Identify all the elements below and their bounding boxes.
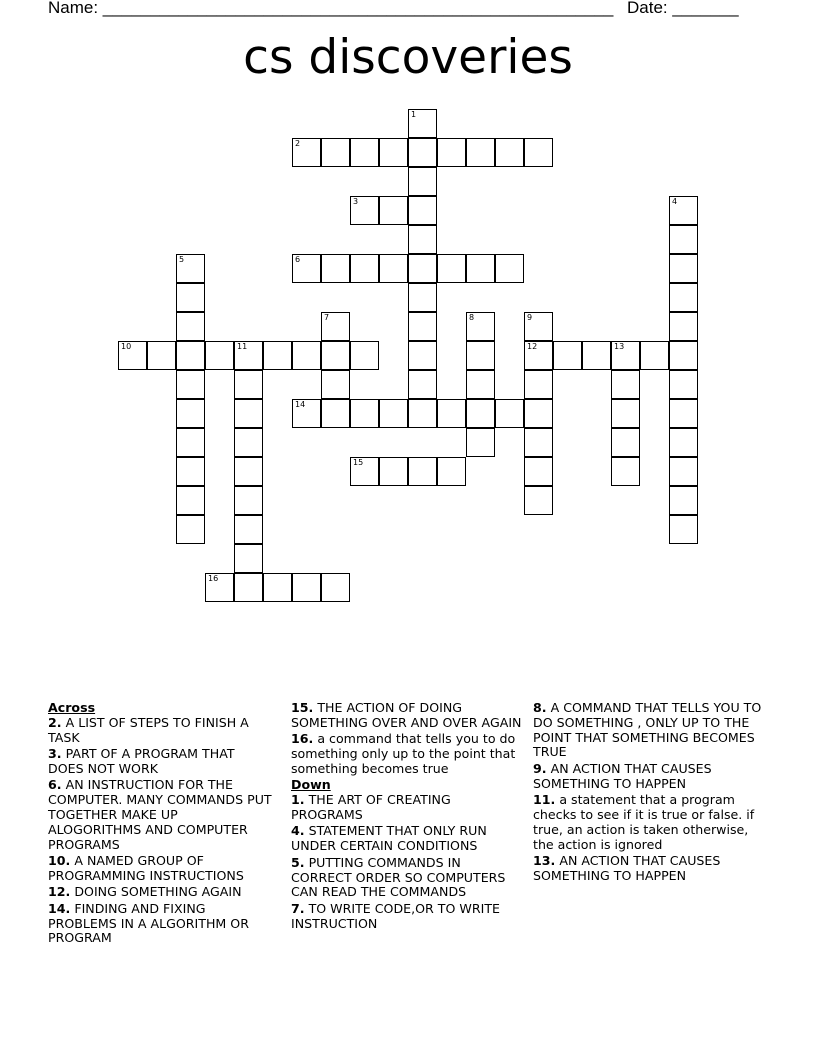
- grid-cell[interactable]: [466, 341, 495, 370]
- clues-column-3: [533, 701, 769, 885]
- grid-cell[interactable]: [350, 457, 379, 486]
- grid-cell[interactable]: [437, 254, 466, 283]
- grid-cell[interactable]: [669, 254, 698, 283]
- grid-cell[interactable]: [466, 370, 495, 399]
- clue-number: 10: [121, 342, 132, 351]
- grid-cell[interactable]: [669, 457, 698, 486]
- grid-cell[interactable]: [176, 370, 205, 399]
- grid-cell[interactable]: [234, 370, 263, 399]
- clue-across-10: 10. A NAMED GROUP OF PROGRAMMING INSTRUCTIONS: [48, 853, 244, 883]
- grid-cell[interactable]: [495, 399, 524, 428]
- clue-across-3: 3. PART OF A PROGRAM THAT DOES NOT WORK: [48, 746, 235, 776]
- clue-across-12: 12. DOING SOMETHING AGAIN: [48, 884, 242, 900]
- clue-down-11: 11. a statement that a program checks to see if it is true or false. if true, an action is taken otherwise, the action is ignored: [533, 792, 755, 852]
- grid-cell[interactable]: [234, 457, 263, 486]
- grid-cell[interactable]: [176, 486, 205, 515]
- grid-cell[interactable]: [205, 573, 234, 602]
- grid-cell[interactable]: [524, 312, 553, 341]
- grid-cell[interactable]: [350, 196, 379, 225]
- grid-cell[interactable]: [524, 457, 553, 486]
- grid-cell[interactable]: [234, 428, 263, 457]
- clue-across-15: 15. THE ACTION OF DOING SOMETHING OVER AND OVER AGAIN: [291, 700, 522, 730]
- grid-cell[interactable]: [466, 428, 495, 457]
- grid-cell[interactable]: [408, 341, 437, 370]
- grid-cell[interactable]: [292, 254, 321, 283]
- grid-cell[interactable]: [640, 341, 669, 370]
- grid-cell[interactable]: [669, 312, 698, 341]
- clue-number: 1: [411, 110, 417, 119]
- grid-cell[interactable]: [669, 515, 698, 544]
- clues-column-1: [48, 701, 273, 948]
- name-field[interactable]: Name: ______________________________________________________: [48, 0, 614, 17]
- grid-cell[interactable]: [176, 515, 205, 544]
- grid-cell[interactable]: [176, 428, 205, 457]
- grid-cell[interactable]: [408, 109, 437, 138]
- grid-cell[interactable]: [263, 341, 292, 370]
- grid-cell[interactable]: [669, 283, 698, 312]
- grid-cell[interactable]: [408, 370, 437, 399]
- grid-cell[interactable]: [553, 341, 582, 370]
- grid-cell[interactable]: [379, 138, 408, 167]
- grid-cell[interactable]: [379, 254, 408, 283]
- grid-cell[interactable]: [234, 341, 263, 370]
- clue-across-6: 6. AN INSTRUCTION FOR THE COMPUTER. MANY COMMANDS PUT TOGETHER MAKE UP ALOGORITHMS AND COMPUTER PROGRAMS: [48, 777, 272, 852]
- clue-number: 9: [527, 313, 533, 322]
- grid-cell[interactable]: [321, 370, 350, 399]
- grid-cell[interactable]: [321, 399, 350, 428]
- clue-down-13: 13. AN ACTION THAT CAUSES SOMETHING TO HAPPEN: [533, 853, 721, 883]
- clue-number: 11: [237, 342, 248, 351]
- clue-number: 12: [527, 342, 538, 351]
- grid-cell[interactable]: [669, 486, 698, 515]
- clue-number: 3: [353, 197, 359, 206]
- grid-cell[interactable]: [350, 254, 379, 283]
- grid-cell[interactable]: [234, 573, 263, 602]
- grid-cell[interactable]: [234, 515, 263, 544]
- grid-cell[interactable]: [379, 196, 408, 225]
- grid-cell[interactable]: [350, 399, 379, 428]
- grid-cell[interactable]: [379, 399, 408, 428]
- grid-cell[interactable]: [611, 457, 640, 486]
- page-title: cs discoveries: [243, 30, 573, 85]
- grid-cell[interactable]: [669, 196, 698, 225]
- grid-cell[interactable]: [176, 457, 205, 486]
- grid-cell[interactable]: [205, 341, 234, 370]
- clue-across-14: 14. FINDING AND FIXING PROBLEMS IN A ALGORITHM OR PROGRAM: [48, 900, 249, 946]
- grid-cell[interactable]: [466, 254, 495, 283]
- grid-cell[interactable]: [321, 573, 350, 602]
- down-heading: Down: [291, 777, 331, 793]
- clue-down-7: 7. TO WRITE CODE,OR TO WRITE INSTRUCTION: [291, 900, 500, 931]
- grid-cell[interactable]: [176, 283, 205, 312]
- grid-cell[interactable]: [669, 370, 698, 399]
- grid-cell[interactable]: [524, 399, 553, 428]
- grid-cell[interactable]: [408, 254, 437, 283]
- grid-cell[interactable]: [321, 254, 350, 283]
- grid-cell[interactable]: [292, 138, 321, 167]
- grid-cell[interactable]: [292, 573, 321, 602]
- clues-column-2: [291, 701, 523, 933]
- grid-cell[interactable]: [176, 341, 205, 370]
- across-heading: Across: [48, 700, 96, 715]
- clue-number: 15: [353, 458, 364, 467]
- grid-cell[interactable]: [466, 138, 495, 167]
- grid-cell[interactable]: [611, 370, 640, 399]
- grid-cell[interactable]: [611, 341, 640, 370]
- clue-number: 6: [295, 255, 301, 264]
- grid-cell[interactable]: [234, 544, 263, 573]
- clue-number: 14: [295, 400, 306, 409]
- grid-cell[interactable]: [234, 399, 263, 428]
- grid-cell[interactable]: [321, 312, 350, 341]
- grid-cell[interactable]: [669, 428, 698, 457]
- clue-down-9: 9. AN ACTION THAT CAUSES SOMETHING TO HAPPEN: [533, 760, 712, 791]
- grid-cell[interactable]: [611, 399, 640, 428]
- grid-cell[interactable]: [524, 428, 553, 457]
- clue-down-4: 4. STATEMENT THAT ONLY RUN UNDER CERTAIN CONDITIONS: [291, 823, 487, 854]
- grid-cell[interactable]: [408, 196, 437, 225]
- grid-cell[interactable]: [408, 283, 437, 312]
- grid-cell[interactable]: [263, 573, 292, 602]
- grid-cell[interactable]: [611, 428, 640, 457]
- grid-cell[interactable]: [524, 370, 553, 399]
- clue-down-1: 1. THE ART OF CREATING PROGRAMS: [291, 792, 451, 822]
- grid-cell[interactable]: [669, 225, 698, 254]
- grid-cell[interactable]: [176, 399, 205, 428]
- grid-cell[interactable]: [292, 399, 321, 428]
- grid-cell[interactable]: [379, 457, 408, 486]
- clue-number: 8: [469, 313, 475, 322]
- grid-cell[interactable]: [669, 399, 698, 428]
- clue-down-8: 8. A COMMAND THAT TELLS YOU TO DO SOMETHING , ONLY UP TO THE POINT THAT SOMETHING BECOMES TRUE: [533, 700, 762, 760]
- grid-cell[interactable]: [408, 457, 437, 486]
- date-field[interactable]: Date: _______: [627, 0, 739, 17]
- grid-cell[interactable]: [524, 486, 553, 515]
- grid-cell[interactable]: [466, 399, 495, 428]
- grid-cell[interactable]: [292, 341, 321, 370]
- clue-number: 5: [179, 255, 185, 264]
- grid-cell[interactable]: [408, 167, 437, 196]
- grid-cell[interactable]: [524, 341, 553, 370]
- clue-number: 4: [672, 197, 678, 206]
- clue-number: 13: [614, 342, 625, 351]
- grid-cell[interactable]: [408, 138, 437, 167]
- grid-cell[interactable]: [408, 312, 437, 341]
- clue-number: 2: [295, 139, 301, 148]
- grid-cell[interactable]: [176, 312, 205, 341]
- clue-across-16: 16. a command that tells you to do something only up to the point that something becomes true: [291, 731, 516, 776]
- grid-cell[interactable]: [408, 399, 437, 428]
- grid-cell[interactable]: [437, 138, 466, 167]
- grid-cell[interactable]: [495, 138, 524, 167]
- grid-cell[interactable]: [495, 254, 524, 283]
- grid-cell[interactable]: [118, 341, 147, 370]
- grid-cell[interactable]: [176, 254, 205, 283]
- grid-cell[interactable]: [582, 341, 611, 370]
- clue-down-5: 5. PUTTING COMMANDS IN CORRECT ORDER SO COMPUTERS CAN READ THE COMMANDS: [291, 854, 506, 900]
- grid-cell[interactable]: [466, 312, 495, 341]
- clue-across-2: 2. A LIST OF STEPS TO FINISH A TASK: [48, 714, 249, 745]
- grid-cell[interactable]: [408, 225, 437, 254]
- grid-cell[interactable]: [321, 138, 350, 167]
- grid-cell[interactable]: [437, 457, 466, 486]
- clue-number: 16: [208, 574, 219, 583]
- grid-cell[interactable]: [669, 341, 698, 370]
- grid-cell[interactable]: [147, 341, 176, 370]
- grid-cell[interactable]: [321, 341, 350, 370]
- grid-cell[interactable]: [350, 341, 379, 370]
- clue-number: 7: [324, 313, 330, 322]
- grid-cell[interactable]: [350, 138, 379, 167]
- grid-cell[interactable]: [524, 138, 553, 167]
- grid-cell[interactable]: [234, 486, 263, 515]
- grid-cell[interactable]: [437, 399, 466, 428]
